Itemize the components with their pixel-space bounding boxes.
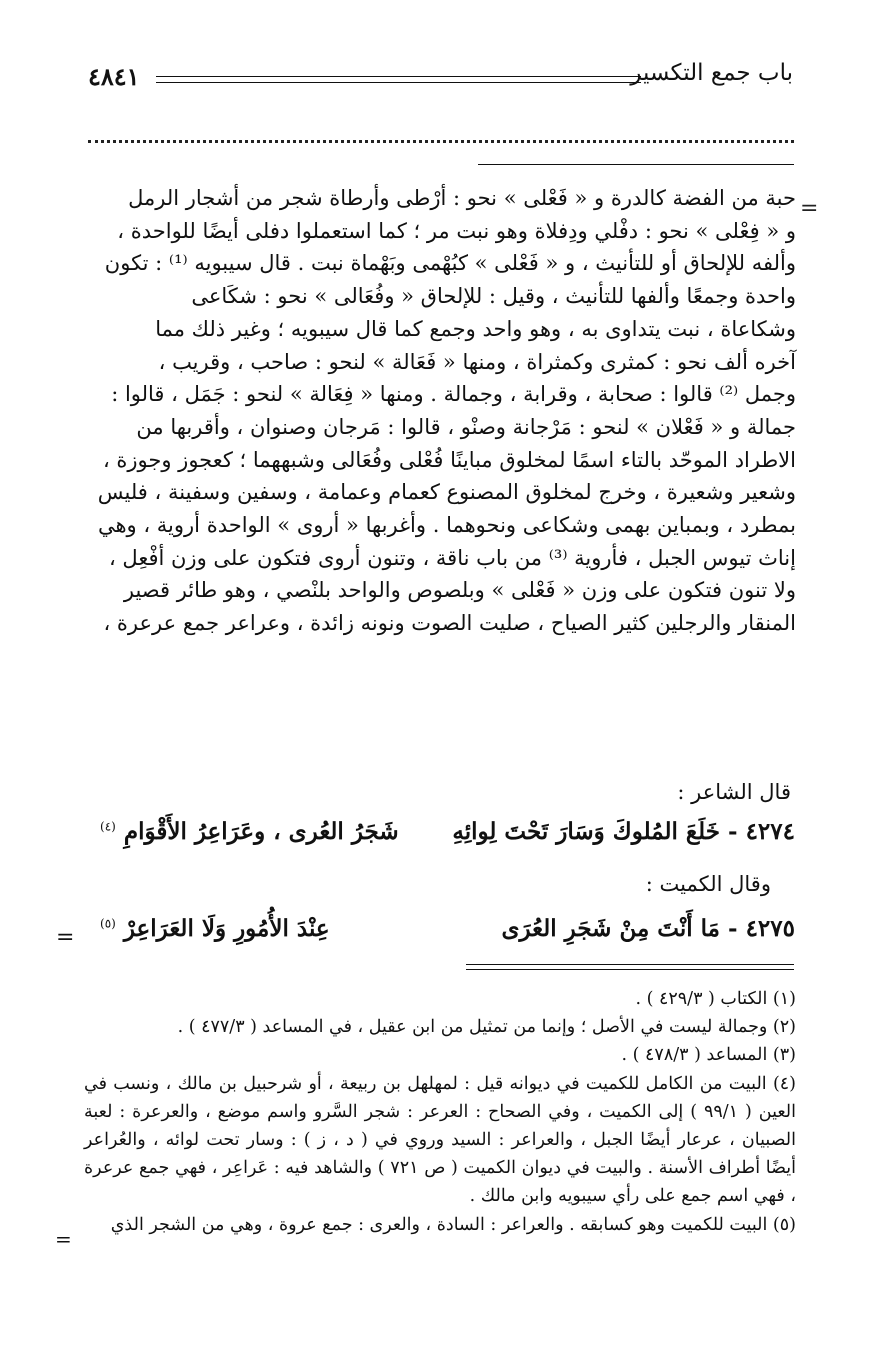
- text-line: وشعير وشعيرة ، وخرج لمخلوق المصنوع كعمام وعمامة ، وسفين وسفينة ، فليس: [97, 480, 796, 505]
- continuation-mark: =: [800, 196, 819, 221]
- verse-4274: [100, 818, 795, 852]
- text-line: جمالة و « فَعْلان » لنحو : مَرْجانة وصنْو ، قالوا : مَرجان وصنوان ، وأقربها من: [136, 414, 796, 439]
- text-line: وألفه للإلحاق أو للتأنيث ، و « فَعْلى » كبُهْمى وبَهْماة نبت . قال سيبويه ⁽¹⁾ : تكون: [104, 251, 796, 276]
- hemistich-text: خَلَعَ المُلوكَ وَسَارَ تَحْتَ لِوائِهِ: [452, 818, 720, 845]
- footnote-ref: (٥): [100, 916, 116, 931]
- text-line: حبة من الفضة كالدرة و « فَعْلى » نحو : أرْطى وأرطاة شجر من أشجار الرمل: [128, 186, 796, 210]
- text-line: و « فِعْلى » نحو : دفْلي ودِفلاة وهو نبت مر ؛ كما استعملوا دفلى أيضًا للواحدة ،: [117, 218, 796, 243]
- text-start-rule: [478, 164, 794, 165]
- verse-4275: [100, 915, 795, 949]
- footnotes: [84, 986, 796, 1240]
- text-line: ولا تنون فتكون على وزن « فَعْلى » وبلصوص والواحد بلنْصي ، وهو طائر قصير: [123, 578, 796, 603]
- footnote: (٥) البيت للكميت وهو كسابقه . والعراعر : السادة ، والعرى : جمع عروة ، وهي من الشجر الذي: [110, 1215, 796, 1236]
- verse-first-hemistich: [452, 818, 795, 845]
- text-line: واحدة وجمعًا وألفها للتأنيث ، وقيل : للإلحاق « وفُعَالى » نحو : شكَاعى: [191, 284, 796, 309]
- verse-first-hemistich: [501, 915, 795, 942]
- footnote: (٢) وجمالة ليست في الأصل ؛ وإنما من تمثيل من ابن عقيل ، في المساعد ( ٤٧٧/٣ ) .: [177, 1016, 796, 1037]
- poet-intro: وقال الكميت :: [645, 872, 771, 896]
- text-line: المنقار والرجلين كثير الصياح ، صليت الصوت ونونه زائدة ، وعراعر جمع عرعرة ،: [103, 611, 796, 636]
- text-line: آخره ألف نحو : كمثرى وكمثراة ، ومنها « فَعَالة » لنحو : صاحب ، وقريب ،: [158, 349, 796, 374]
- footnote: (٣) المساعد ( ٤٧٨/٣ ) .: [621, 1044, 796, 1065]
- footnote: (١) الكتاب ( ٤٢٩/٣ ) .: [635, 989, 796, 1009]
- verse-second-hemistich: [100, 818, 399, 845]
- verse-number: ٤٢٧٥ -: [728, 915, 795, 942]
- page-number: ٤٨٤١: [88, 62, 140, 91]
- hemistich-text: عِنْدَ الأُمُورِ وَلَا العَرَاعِرْ: [123, 915, 330, 942]
- hemistich-text: مَا أَنْتَ مِنْ شَجَرِ العُرَى: [501, 915, 720, 942]
- text-line: إناث تيوس الجبل ، فأروية ⁽³⁾ من باب ناقة ، وتنون أروى فتكون على وزن أفْعِل ،: [108, 545, 796, 570]
- text-line: وجمل ⁽²⁾ قالوا : صحابة ، وقرابة ، وجمالة . ومنها « فِعَالة » لنحو : جَمَل ، قالوا :: [111, 382, 796, 407]
- footnote-ref: (٤): [100, 819, 116, 834]
- header-double-rule: [156, 76, 641, 83]
- running-title: باب جمع التكسير: [630, 60, 793, 86]
- dotted-separator: [88, 140, 794, 143]
- verse-second-hemistich: [100, 915, 330, 942]
- text-line: الاطراد الموحّد بالتاء اسمًا لمخلوق مباينًا فُعْلى وفُعَالى وشبههما ؛ كعجوز وجوزة ،: [102, 447, 796, 472]
- hemistich-text: شَجَرُ العُرى ، وعَرَاعِرُ الأَقْوَامِ: [123, 818, 399, 845]
- page-header: [88, 60, 793, 100]
- poet-intro: قال الشاعر :: [677, 780, 791, 804]
- text-line: وشكاعاة ، نبت يتداوى به ، وهو واحد وجمع كما قال سيبويه ؛ وغير ذلك مما: [155, 316, 796, 341]
- footnote-separator: [466, 964, 794, 970]
- verse-continuation-mark: =: [56, 925, 75, 950]
- main-text: [86, 182, 796, 640]
- verse-number: ٤٢٧٤ -: [728, 818, 795, 845]
- footnote-continuation-mark: =: [55, 1227, 72, 1251]
- footnote: (٤) البيت من الكامل للكميت في ديوانه قيل : لمهلهل بن ربيعة ، أو شرحبيل بن مالك ، ونسب في العين ( ٩٩/١ ) إلى الكميت ، وفي الصحاح : العرعر : شجر السَّرو واسم موضع ، والعرعرة : لعبة الصبيان ، عرعار أيضًا الجبل ، والعراعر : السيد وروي في ( د ، ز ) : وسار تحت لوائه ، والعُراعر أيضًا أطراف الأسنة . والبيت في ديوان الكميت ( ص ٧٢١ ) والشاهد فيه : عَراعِر ، فهي جمع عرعرة ، فهي اسم جمع على رأي سيبويه وابن مالك .: [84, 1074, 797, 1206]
- text-line: بمطرد ، وبمباين بهمى وشكاعى ونحوهما . وأغربها « أروى » الواحدة أروية ، وهي: [97, 513, 796, 538]
